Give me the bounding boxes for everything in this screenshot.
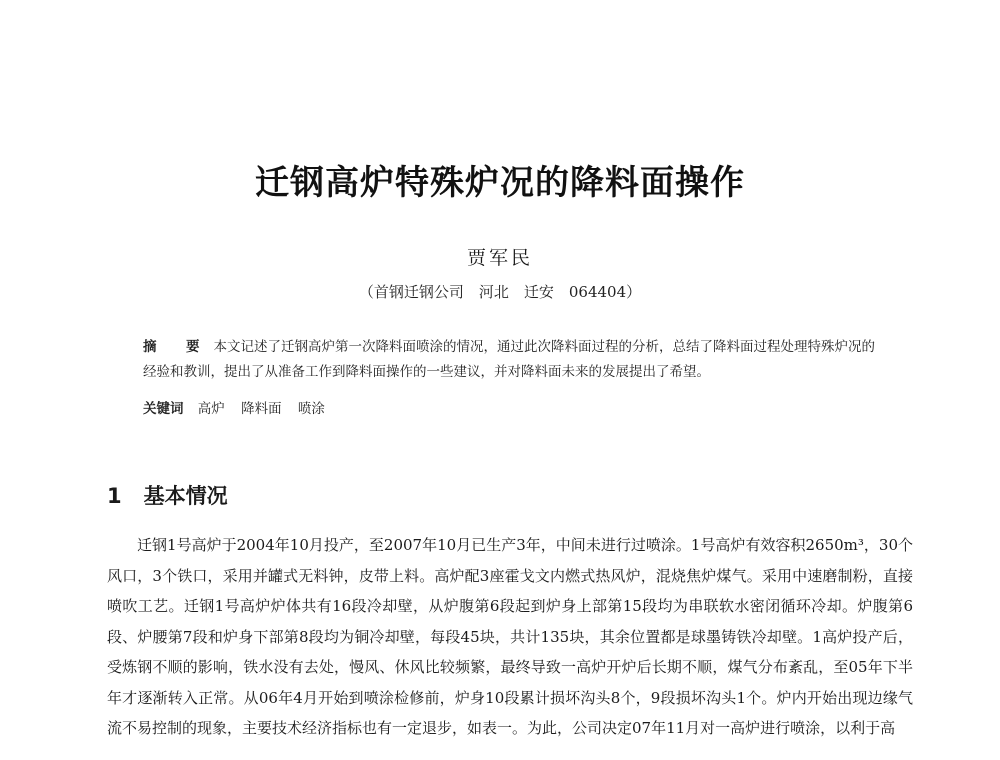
paper-title: 迁钢高炉特殊炉况的降料面操作 [255,163,745,203]
body-paragraph: 迁钢1号高炉于2004年10月投产，至2007年10月已生产3年，中间未进行过喷涂。1号高炉有效容积2650m³，30个风口，3个铁口，采用并罐式无料钟，皮带上料。高炉配3座霍戈文内燃式热风炉，混烧焦炉煤气。采用中速磨制粉，直接喷吹工艺。迁钢1号高炉炉体共有16段冷却壁，从炉腹第6段起到炉身上部第15段均为串联软水密闭循环冷却。炉腹第6段、炉腰第7段和炉身下部第8段均为铜冷却壁，每段45块，共计135块，其余位置都是球墨铸铁冷却壁。1高炉投产后，受炼钢不顺的影响，铁水没有去处，慢风、休风比较频繁，最终导致一高炉开炉后长期不顺，煤气分布紊乱，至05年下半年才逐渐转入正常。从06年4月开始到喷涂检修前，炉身10段累计损坏沟头8个，9段损坏沟头1个。炉内开始出现边缘气流不易控制的现象，主要技术经济指标也有一定退步，如表一。为此，公司决定07年11月对一高炉进行喷涂，以利于高 [107,536,913,737]
keywords [143,397,337,417]
keyword-term: 高炉 [197,401,225,417]
affiliation: （首钢迁钢公司 河北 迁安 064404） [358,283,642,301]
abstract-text: 本文记述了迁钢高炉第一次降料面喷涂的情况，通过此次降料面过程的分析，总结了降料面过程处理特殊炉况的经验和教训，提出了从准备工作到降料面操作的一些建议，并对降料面未来的发展提出了希望。 [143,339,875,380]
keyword-term: 降料面 [241,401,282,417]
section-heading [107,480,228,510]
author-name: 贾军民 [466,247,533,269]
keywords-label: 关键词 [143,401,184,417]
section-body [107,530,913,744]
abstract [143,335,888,385]
abstract-label: 摘 要 [143,339,208,355]
section-title: 基本情况 [143,484,228,508]
section-number: 1 [107,484,122,508]
keyword-term: 喷涂 [297,401,325,417]
